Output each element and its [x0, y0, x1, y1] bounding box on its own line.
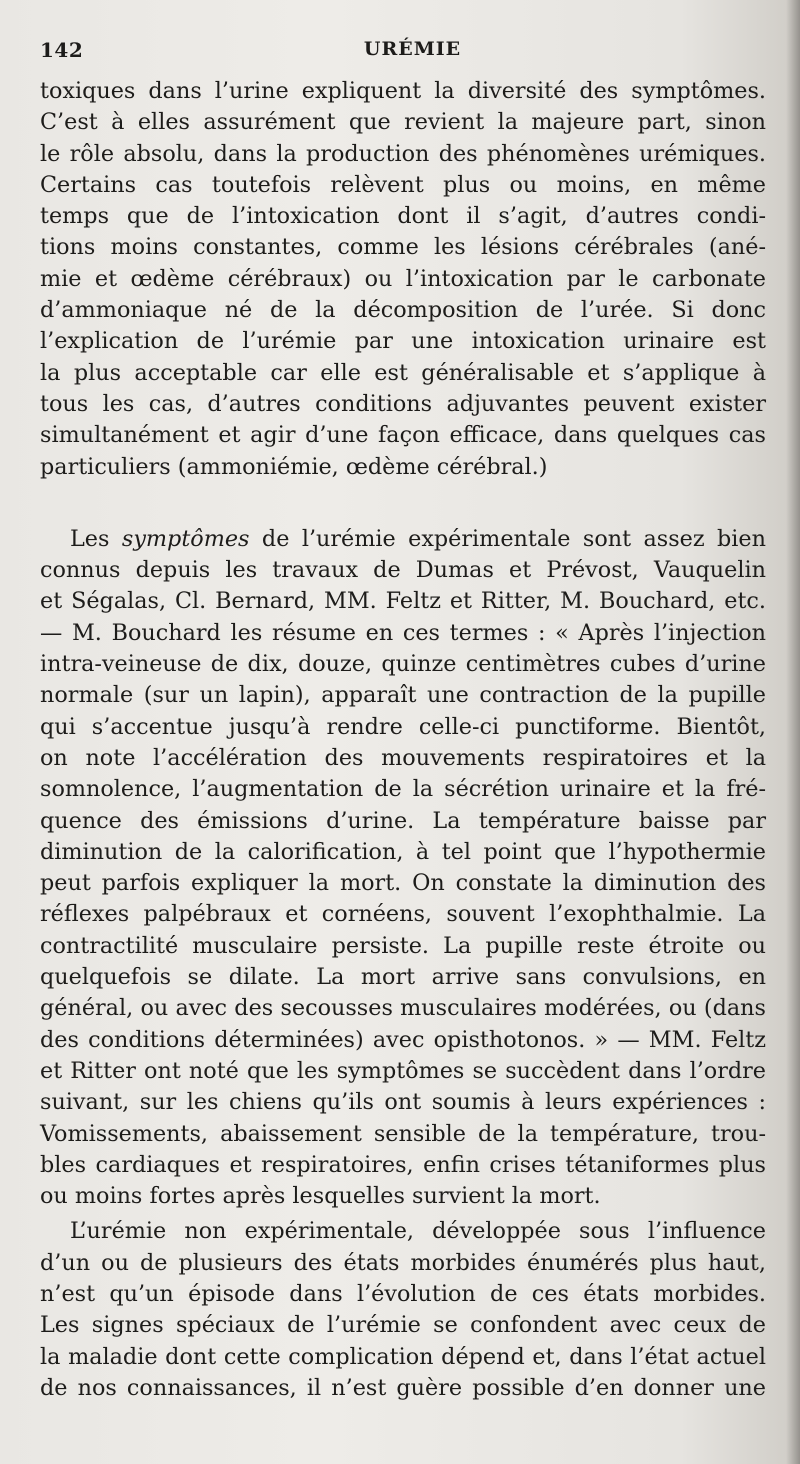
body-text — [40, 76, 766, 1404]
text-line: suivant, sur les chiens qu’ils ont soumis à leurs expériences : — [40, 1089, 766, 1116]
text-line: quelquefois se dilate. La mort arrive sans convulsions, en — [40, 964, 766, 991]
text-line: Vomissements, abaissement sensible de la température, trou- — [40, 1120, 766, 1147]
text-line: et Ritter ont noté que les symptômes se succèdent dans l’ordre — [40, 1057, 766, 1084]
text-line: d’un ou de plusieurs des états morbides énumérés plus haut, — [40, 1249, 766, 1276]
text-line: normale (sur un lapin), apparaît une contraction de la pupille — [40, 682, 766, 709]
running-title: URÉMIE — [363, 38, 462, 60]
text-line-first — [40, 524, 766, 555]
text-line: peut parfois expliquer la mort. On constate la diminution des — [40, 870, 766, 897]
text-line: Les signes spéciaux de l’urémie se confondent avec ceux de — [40, 1312, 766, 1339]
text-line: — M. Bouchard les résume en ces termes : « Après l’injection — [40, 619, 766, 646]
text-line: ou moins fortes après lesquelles survient la mort. — [40, 1183, 601, 1210]
text-line: des conditions déterminées) avec opisthotonos. » — MM. Feltz — [40, 1026, 766, 1053]
text-line: diminution de la calorification, à tel point que l’hypothermie — [40, 838, 766, 865]
text-line: toxiques dans l’urine expliquent la diversité des symptômes. — [40, 78, 766, 104]
text-line: Certains cas toutefois relèvent plus ou moins, en même — [40, 171, 766, 198]
paragraph-1 — [40, 76, 766, 483]
text-line: contractilité musculaire persiste. La pupille reste étroite ou — [40, 932, 766, 959]
text-line: tous les cas, d’autres conditions adjuvantes peuvent exister — [40, 390, 766, 417]
running-head — [40, 38, 785, 66]
text-line: la plus acceptable car elle est généralisable et s’applique à — [40, 359, 766, 386]
text-line: n’est qu’un épisode dans l’évolution de ces états morbides. — [40, 1280, 766, 1307]
text-line: simultanément et agir d’une façon efficace, dans quelques cas — [40, 422, 766, 449]
page-edge-shadow — [786, 0, 800, 1464]
text-line: mie et œdème cérébraux) ou l’intoxication par le carbonate — [40, 265, 766, 292]
text-line: général, ou avec des secousses musculaires modérées, ou (dans — [40, 995, 766, 1022]
paragraph-3 — [40, 1216, 766, 1404]
text-line: l’explication de l’urémie par une intoxication urinaire est — [40, 328, 766, 355]
paragraph-2 — [40, 524, 766, 1213]
text-line: somnolence, l’augmentation de la sécrétion urinaire et la fré- — [40, 776, 766, 803]
text-line: intra-veineuse de dix, douze, quinze centimètres cubes d’urine — [40, 651, 766, 678]
emphasis-symptomes: symptômes — [121, 525, 250, 552]
text-line: tions moins constantes, comme les lésions cérébrales (ané- — [40, 234, 766, 261]
text-line: quence des émissions d’urine. La température baisse par — [40, 807, 766, 834]
text-line: la maladie dont cette complication dépend et, dans l’état actuel — [40, 1343, 766, 1370]
text-line: réflexes palpébraux et cornéens, souvent l’exophthalmie. La — [40, 901, 766, 928]
text-line: on note l’accélération des mouvements respiratoires et la — [40, 744, 766, 771]
text-line-first: L’urémie non expérimentale, développée sous l’influence — [70, 1218, 766, 1245]
text-line: et Ségalas, Cl. Bernard, MM. Feltz et Ritter, M. Bouchard, etc. — [40, 588, 766, 615]
text-line: le rôle absolu, dans la production des phénomènes urémiques. — [40, 140, 766, 167]
text-run: de l’urémie expérimentale sont assez bien — [249, 525, 766, 552]
page-number: 142 — [40, 38, 84, 62]
text-line: temps que de l’intoxication dont il s’agit, d’autres condi- — [40, 203, 766, 230]
text-line: bles cardiaques et respiratoires, enfin crises tétaniformes plus — [40, 1151, 766, 1178]
text-run: Les — [70, 525, 122, 552]
text-line: particuliers (ammoniémie, œdème cérébral.) — [40, 453, 548, 480]
text-line: C’est à elles assurément que revient la majeure part, sinon — [40, 109, 766, 136]
text-line: qui s’accentue jusqu’à rendre celle-ci punctiforme. Bientôt, — [40, 713, 766, 740]
text-line: de nos connaissances, il n’est guère possible d’en donner une — [40, 1374, 766, 1401]
text-line: d’ammoniaque né de la décomposition de l’urée. Si donc — [40, 297, 766, 324]
text-line: connus depuis les travaux de Dumas et Prévost, Vauquelin — [40, 557, 766, 584]
paragraph-gap — [40, 483, 766, 524]
